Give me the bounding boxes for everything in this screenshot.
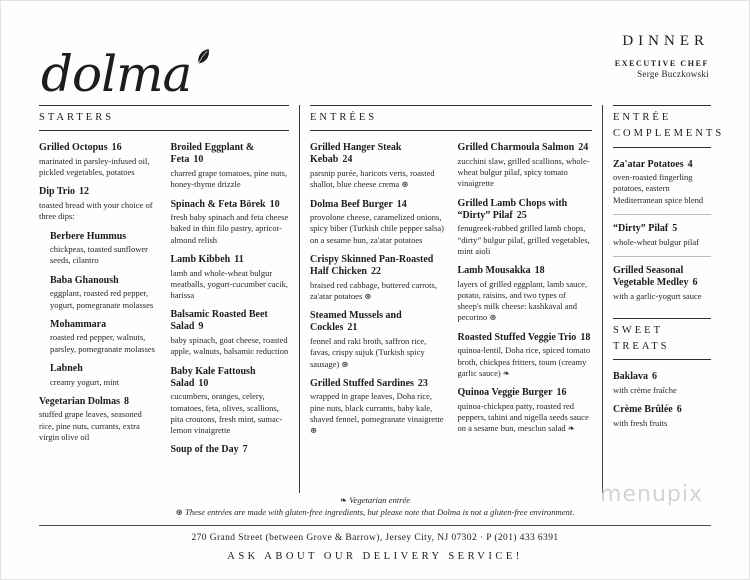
menu-item-price: 18	[580, 331, 591, 343]
menu-column	[458, 142, 593, 444]
menu-item-name: Vegetarian Dolmas	[39, 395, 121, 407]
menu-item-name: Grilled Stuffed Sardines	[310, 377, 414, 389]
starters-heading: STARTERS	[39, 105, 289, 131]
starters-columns	[39, 142, 289, 464]
sidebar-divider	[613, 214, 711, 215]
menu-item-price: 24	[342, 154, 353, 166]
footer-divider	[39, 525, 711, 526]
menu-item-name: Mohammara	[50, 318, 107, 330]
menu-item-desc: parsnip purée, haricots verts, roasted shallot, blue cheese crema ⊛	[310, 168, 435, 190]
menu-body	[1, 101, 749, 493]
menu-item-desc: with a garlic-yogurt sauce	[613, 290, 702, 301]
menu-item-name: Dip Trio	[39, 186, 76, 198]
menu-item-name: Za'atar Potatoes	[613, 158, 684, 170]
menu-item-desc: marinated in parsley-infused oil, pickled vegetables, potatoes	[39, 155, 150, 178]
menu-item-name: Dolma Beef Burger	[310, 198, 393, 210]
menu-item-price: 10	[269, 198, 280, 210]
menu-item	[613, 159, 711, 206]
menu-item-name: Quinoa Veggie Burger	[457, 387, 553, 399]
menu-item	[458, 387, 593, 434]
menu-item-name: Spinach & Feta Börek	[170, 198, 266, 210]
menu-footnotes	[1, 495, 749, 518]
menu-item-name: Steamed Mussels and Cockles	[310, 310, 402, 334]
menu-item-price: 22	[370, 266, 381, 278]
menu-item	[171, 366, 290, 437]
menu-subitem	[50, 319, 158, 355]
vegetarian-leaf-icon: ❧	[339, 495, 348, 505]
entrees-heading: ENTRÉES	[310, 105, 592, 131]
menu-item-desc: whole-wheat bulgur pilaf	[613, 236, 699, 247]
menu-item-desc: fresh baby spinach and feta cheese baked in thin filo pastry, apricot-almond relish	[170, 212, 289, 245]
gluten-free-footnote-text: These entrées are made with gluten-free ingredients, but please note that Dolma is not a gluten-free environment.	[185, 506, 575, 517]
restaurant-logo-text: dolma	[41, 45, 192, 103]
chef-name: Serge Buczkowski	[637, 69, 709, 79]
menu-item-name: “Dirty” Pilaf	[613, 222, 669, 234]
menu-item-name: Balsamic Roasted Beet Salad	[170, 309, 268, 333]
menu-item-desc: cucumbers, oranges, celery, tomatoes, feta, olives, scallions, pita croutons, fresh mint, sumac-lemon vinaigrette	[170, 391, 283, 436]
menu-item-price: 18	[534, 265, 545, 277]
menu-item	[310, 378, 445, 437]
menu-item	[39, 186, 158, 222]
menu-item-name: Grilled Seasonal Vegetable Medley	[613, 264, 689, 288]
menu-item	[613, 265, 711, 302]
menu-item-desc: creamy yogurt, mint	[50, 376, 120, 387]
delivery-note: ASK ABOUT OUR DELIVERY SERVICE!	[227, 551, 523, 563]
leaf-icon	[188, 22, 215, 74]
menu-item-name: Grilled Hanger Steak Kebab	[310, 142, 402, 166]
menu-subitem	[50, 231, 158, 267]
menu-item-name: Soup of the Day	[170, 444, 239, 456]
menu-item-price: 16	[111, 142, 122, 154]
menu-item-name: Roasted Stuffed Veggie Trio	[457, 331, 577, 343]
menu-item-price: 7	[242, 444, 248, 456]
entrees-section	[310, 105, 592, 493]
menu-item-name: Crispy Skinned Pan-Roasted Half Chicken	[310, 253, 434, 278]
menu-item-price: 24	[578, 142, 589, 154]
menu-item	[613, 404, 711, 429]
menu-item	[613, 371, 711, 396]
menu-item-name: Labneh	[50, 362, 83, 374]
menu-item-price: 6	[652, 371, 658, 383]
complements-section	[613, 105, 725, 493]
menu-item-desc: toasted bread with your choice of three dips:	[39, 200, 153, 222]
menu-item-desc: wrapped in grape leaves, Doha rice, pine nuts, black currants, baby kale, shaved fennel, pomegranate vinaigrette ⊛	[310, 391, 444, 436]
vegetarian-footnote-text: Vegetarian entrée	[349, 495, 411, 505]
menu-item-price: 8	[124, 395, 130, 407]
menu-item	[171, 142, 290, 190]
menu-item-desc: eggplant, roasted red pepper, yogurt, pomegranate molasses	[50, 288, 154, 310]
menu-item	[310, 142, 445, 190]
menu-header	[1, 1, 749, 101]
menu-item-desc: fenugreek-rubbed grilled lamb chops, “dirty” bulgur pilaf, grilled vegetables, mint aioli	[457, 223, 590, 256]
chef-title: EXECUTIVE CHEF	[614, 59, 709, 68]
menu-column	[171, 142, 290, 464]
menu-item	[310, 310, 445, 370]
menu-item-name: Berbere Hummus	[50, 230, 127, 242]
menu-item-desc: with crème fraîche	[613, 385, 677, 396]
menu-item-name: Baba Ghanoush	[50, 274, 119, 286]
menu-item-desc: braised red cabbage, buttered carrots, za'atar potatoes ⊛	[310, 279, 437, 302]
menu-item	[171, 444, 290, 456]
menu-item-desc: lamb and whole-wheat bulgur meatballs, yogurt-cucumber cacik, harissa	[170, 267, 289, 301]
menu-column	[39, 142, 158, 464]
menu-item-price: 10	[193, 154, 204, 166]
meal-label: DINNER	[622, 33, 709, 49]
menu-item	[39, 396, 158, 443]
menu-column	[310, 142, 445, 444]
menu-item-desc: chickpeas, toasted sunflower seeds, cilantro	[50, 244, 148, 266]
menu-item	[458, 265, 593, 324]
menu-item-name: Grilled Charmoula Salmon	[457, 142, 575, 154]
menu-item	[171, 309, 290, 357]
menu-item-name: Baby Kale Fattoush Salad	[170, 365, 256, 389]
menu-item-desc: layers of grilled eggplant, lamb sauce, potato, raisins, and two types of sheep's milk cheese: kashkaval and pecorino ⊛	[457, 278, 588, 323]
menu-item	[39, 142, 158, 178]
complements-heading: ENTRÉE COMPLEMENTS	[613, 105, 711, 148]
gluten-free-icon: ⊛	[175, 506, 183, 517]
menu-item	[310, 254, 445, 302]
menu-item	[171, 199, 290, 246]
vertical-divider	[299, 105, 300, 493]
menu-item-price: 11	[234, 253, 244, 265]
menupix-watermark: menupix	[600, 482, 703, 507]
menu-item-desc: fennel and raki broth, saffron rice, favas, crispy sujuk (Turkish spicy sausage) ⊛	[310, 336, 427, 369]
entrees-columns	[310, 142, 592, 444]
menu-item	[458, 198, 593, 258]
menu-item-desc: baby spinach, goat cheese, roasted apple, walnuts, balsamic reduction	[170, 335, 289, 357]
sweets-heading: SWEET TREATS	[613, 318, 711, 361]
menu-item-name: Grilled Octopus	[39, 142, 108, 154]
menu-item-price: 10	[198, 377, 209, 389]
menu-item-desc: oven-roasted fingerling potatoes, eastern Mediterranean spice blend	[613, 172, 704, 205]
menu-item-desc: provolone cheese, caramelized onions, spicy biber (Turkish chile pepper salsa) on a sesame bun, za'atar potatoes	[310, 212, 445, 245]
menu-item-name: Crème Brûlée	[613, 404, 673, 416]
menu-item	[613, 223, 711, 248]
vertical-divider	[602, 105, 603, 493]
menu-item-desc: zucchini slaw, grilled scallions, whole-wheat bulgur pilaf, spicy tomato vinaigrette	[457, 155, 590, 189]
menu-item-price: 14	[396, 198, 407, 210]
menu-item-price: 6	[676, 404, 682, 416]
gluten-free-footnote	[61, 507, 689, 519]
menu-item-name: Grilled Lamb Chops with “Dirty” Pilaf	[457, 197, 568, 221]
menu-item-desc: quinoa-chickpea patty, roasted red peppers, tahini and nigella seeds sauce on a sesame bun, mesclun salad ❧	[457, 400, 589, 434]
menu-item-price: 6	[692, 276, 698, 288]
menu-header-right	[615, 33, 709, 79]
menu-item-price: 16	[556, 387, 567, 399]
menu-item-desc: roasted red pepper, walnuts, parsley, pomegranate molasses	[50, 332, 155, 354]
menu-item-price: 25	[516, 209, 527, 221]
menu-item-name: Lamb Mousakka	[457, 265, 531, 277]
starters-section	[39, 105, 289, 493]
menu-subitem	[50, 363, 158, 388]
menu-item-name: Baklava	[613, 371, 649, 383]
sidebar-divider	[613, 256, 711, 257]
menu-item-desc: stuffed grape leaves, seasoned rice, pine nuts, currants, extra virgin olive oil	[39, 409, 142, 442]
menu-item-desc: quinoa-lentil, Doha rice, spiced tomato broth, chickpea fritters, toum (creamy garlic sauce) ❧	[457, 345, 591, 378]
menu-item-price: 21	[347, 322, 358, 334]
menu-item-desc: charred grape tomatoes, pine nuts, honey-thyme drizzle	[170, 168, 288, 190]
restaurant-logo	[41, 23, 210, 103]
menu-item-price: 23	[417, 377, 428, 389]
menu-item-desc: with fresh fruits	[613, 418, 668, 428]
menu-item-name: Lamb Kibbeh	[170, 253, 231, 265]
menu-item-price: 12	[79, 186, 90, 198]
menu-subitem	[50, 275, 158, 311]
menu-item-name: Broiled Eggplant & Feta	[170, 142, 255, 166]
menu-item	[171, 254, 290, 301]
menu-item-price: 5	[672, 222, 678, 234]
menu-item-price: 9	[198, 321, 204, 333]
menu-item	[458, 142, 593, 189]
restaurant-address: 270 Grand Street (between Grove & Barrow), Jersey City, NJ 07302 · P (201) 433 6391	[191, 533, 559, 544]
vegetarian-footnote	[61, 495, 689, 507]
menu-item	[310, 199, 445, 246]
menu-item-price: 4	[687, 158, 693, 170]
menu-item	[458, 332, 593, 379]
